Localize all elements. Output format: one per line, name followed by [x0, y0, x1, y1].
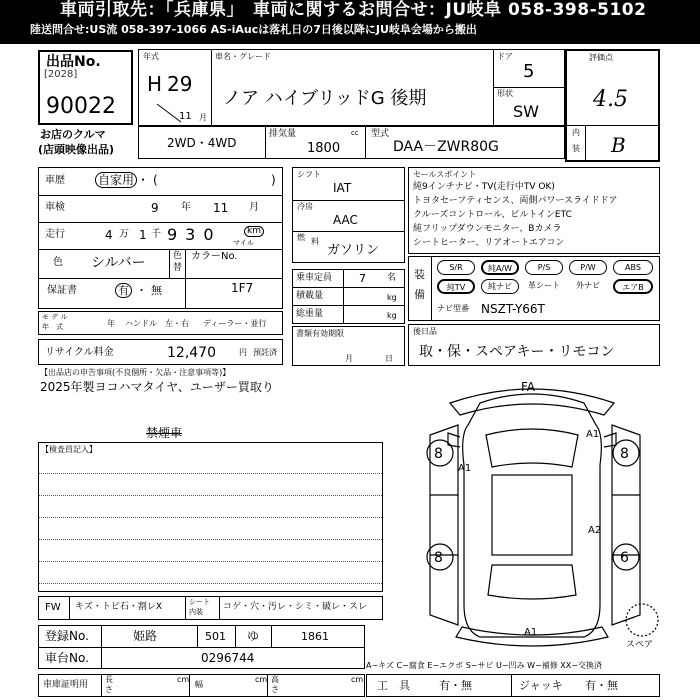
year-value: 29 [167, 72, 193, 96]
displacement-unit: cc [351, 129, 359, 137]
car-damage-diagram [400, 375, 670, 665]
equip-power-steering: P/S [525, 260, 563, 275]
capacity-table [292, 269, 405, 324]
mileage-sen-unit: 千 [151, 229, 161, 240]
inspection-label: 車検 [45, 202, 65, 213]
shop-line-1: お店のクルマ [40, 128, 106, 141]
ac-value: AAC [333, 213, 358, 227]
gross-label: 総重量 [296, 309, 324, 319]
size-height-unit: cm [351, 675, 364, 684]
displacement-label: 排気量 [269, 129, 297, 139]
capacity-label: 乗車定員 [296, 273, 333, 283]
model-year-row [38, 311, 283, 335]
diagram-label-a2: A2 [588, 525, 602, 536]
equip-power-window: P/W [569, 260, 607, 275]
mileage-man: 4 [105, 228, 113, 242]
doors-label: ドア [497, 52, 513, 61]
recycle-label: リサイクル料金 [45, 347, 114, 358]
header-line-2: 陸送問合せ:US流 058-397-1066 AS-iAucは落札日の7日後以降にJU岐阜会場から搬出 [30, 23, 477, 36]
jack-value: 有・無 [585, 679, 618, 692]
sales-point-line: 純フリップダウンモニター、Bカメラ [413, 224, 562, 234]
color-change-1: 色 [173, 251, 183, 261]
year-label: 年式 [143, 52, 159, 61]
header-line-1: 車両引取先：「兵庫県」 車両に関するお問合せ：JU岐阜 058-398-5102 [60, 0, 647, 20]
diagram-label-a1-bottom: A1 [524, 627, 538, 638]
seat-label-2: 内装 [189, 608, 203, 616]
mileage-man-unit: 万 [119, 229, 129, 240]
score-box [565, 49, 660, 162]
sales-point-line: トヨタセーフティセンス、両側パワースライドドア [413, 196, 618, 206]
equip-abs: ABS [613, 260, 653, 275]
manual-expiry-label: 書類有効期限 [296, 329, 344, 338]
color-code-label: カラーNo. [191, 251, 238, 262]
no-smoking-label: 禁煙車 [146, 426, 183, 440]
load-unit: kg [387, 293, 397, 302]
fw-label: FW [45, 602, 61, 613]
lot-box [38, 50, 133, 125]
tire-rear-left: 8 [434, 550, 443, 566]
registration-box [38, 625, 365, 669]
equipment-label-1: 装 [414, 268, 425, 281]
shape-value: SW [513, 102, 539, 121]
lot-number: 90022 [46, 94, 116, 119]
doors-value: 5 [523, 61, 535, 82]
model-label: 型式 [371, 129, 390, 139]
model-year-label-1: モ デ ル [42, 313, 68, 321]
chassis-value: 0296744 [201, 651, 255, 665]
color-change-2: 替 [173, 263, 183, 273]
mileage-label: 走行 [45, 229, 65, 240]
car-label: 車名・グレード [215, 52, 271, 61]
inspector-notes-box [38, 442, 383, 592]
recycle-value: 12,470 [167, 345, 216, 361]
navi-model-label: ナビ型番 [437, 304, 469, 313]
model-year-label-2: 年 式 [42, 323, 63, 331]
size-height-2: さ [271, 685, 279, 694]
ac-label: 冷房 [297, 202, 313, 211]
interior-label-1: 内 [572, 128, 580, 137]
size-label: 車庫証明用 [43, 680, 89, 690]
tire-front-left: 8 [434, 446, 443, 462]
warranty-label: 保証書 [47, 285, 77, 296]
recycle-row [38, 339, 283, 365]
diagram-spare-label: スペア [626, 640, 654, 650]
size-length-1: 長 [105, 675, 113, 684]
model-year-year: 年 [107, 319, 115, 328]
sales-point-line: クルーズコントロール、ビルトインETC [413, 210, 572, 220]
inspection-month: 11 [213, 201, 229, 215]
aftermarket-label: 後日品 [413, 327, 437, 336]
jack-label: ジャッキ [519, 679, 563, 692]
diagram-label-a1-right: A1 [586, 429, 600, 440]
left-info-table [38, 167, 283, 309]
manual-expiry-day: 日 [385, 354, 393, 363]
history-value: 自家用 ・ ( [95, 174, 158, 186]
sales-point-line: シートヒーター、リアオートエアコン [413, 238, 565, 248]
sales-point-line: 純9インチナビ・TV(走行中TV OK) [413, 182, 555, 192]
manual-expiry-month: 月 [345, 354, 353, 363]
shape-label: 形状 [497, 89, 513, 98]
tire-front-right: 8 [620, 446, 629, 462]
capacity-unit: 名 [387, 273, 397, 283]
aftermarket-value: 取・保・スペアキー・リモコン [419, 344, 615, 360]
tools-value: 有・無 [439, 679, 472, 692]
equip-navi: 純ナビ [481, 279, 519, 294]
registration-city: 姫路 [133, 629, 158, 643]
shift-ac-fuel-table [292, 167, 405, 263]
registration-class: 501 [205, 630, 226, 643]
header-bar [0, 0, 700, 44]
mileage-unit-km: km [244, 226, 264, 237]
mileage-sen: 1 [139, 228, 147, 242]
equip-tv: 純TV [437, 279, 475, 294]
model-year-dealer: ディーラー・並行 [203, 319, 267, 328]
diagram-label-fa: FA [521, 380, 536, 394]
tools-label: 工 具 [377, 679, 410, 692]
size-row [38, 674, 365, 697]
equipment-box [408, 256, 660, 321]
interior-label-2: 装 [572, 144, 580, 153]
gross-unit: kg [387, 311, 397, 320]
warranty-value: 有 ・ 無 [115, 285, 162, 296]
load-label: 積載量 [296, 291, 324, 301]
recycle-unit: 円 [239, 348, 247, 357]
exhibitor-notes-label: 【出品店の申告事項(不良個所・欠品・注意事項等)】 [40, 368, 231, 377]
car-name: ノア ハイブリッドG 後期 [223, 88, 427, 109]
capacity-value: 7 [359, 272, 366, 285]
chassis-label: 車台No. [45, 651, 89, 665]
score-label: 評価点 [589, 53, 613, 62]
manual-expiry-box [292, 326, 405, 366]
diagram-label-a1-left: A1 [458, 463, 472, 474]
damage-legend: A−キズ C−腐食 E−エクボ S−サビ U−凹み W−補修 XX−交換済 [366, 661, 602, 670]
registration-label: 登録No. [45, 629, 89, 643]
registration-kana: ゆ [247, 629, 260, 643]
equipment-label-2: 備 [414, 288, 425, 301]
color-code: 1F7 [231, 281, 254, 295]
sales-points-box [408, 167, 660, 254]
size-width-unit: cm [255, 675, 268, 684]
year-month: 11 [179, 111, 192, 122]
mileage-rest: 930 [167, 225, 222, 244]
equip-airbag: エアB [613, 279, 653, 294]
mileage-unit-mile: マイル [233, 239, 254, 247]
model-year-handle: ハンドル 左・右 [125, 319, 189, 328]
seat-label-1: シート [189, 598, 210, 606]
equip-sunroof: S/R [437, 260, 475, 275]
fuel-value: ガソリン [327, 243, 380, 258]
equip-ext-navi: 外ナビ [576, 281, 600, 290]
history-label: 車歴 [45, 175, 65, 186]
displacement-value: 1800 [307, 141, 341, 156]
size-length-2: さ [105, 685, 113, 694]
size-length-unit: cm [177, 675, 190, 684]
color-value: シルバー [91, 255, 146, 271]
aftermarket-box [408, 324, 660, 366]
registration-number: 1861 [301, 630, 329, 643]
inspection-year-unit: 年 [181, 202, 191, 213]
score-value: 4.5 [593, 87, 628, 112]
seat-text: コゲ・穴・汚レ・シミ・破レ・スレ [223, 602, 368, 612]
tire-rear-right: 6 [620, 550, 629, 566]
inspection-year: 9 [151, 201, 159, 215]
navi-model-value: NSZT-Y66T [481, 302, 545, 316]
lot-year-tag: [2028] [44, 69, 78, 80]
fw-text: キズ・トビ石・割レX [75, 602, 162, 612]
history-paren-close: ) [271, 173, 276, 187]
shift-value: IAT [333, 181, 352, 195]
size-height-1: 高 [271, 675, 279, 684]
year-month-unit: 月 [199, 113, 207, 122]
equip-alloy-wheel: 純A/W [481, 260, 519, 275]
size-width: 幅 [195, 680, 203, 689]
shop-line-2: (店頭映像出品) [38, 143, 115, 156]
inspection-month-unit: 月 [249, 202, 259, 213]
year-name-box [138, 49, 565, 126]
fw-row [38, 596, 383, 620]
fuel-label-1: 燃 [297, 233, 305, 242]
shift-label: シフト [297, 170, 321, 179]
color-label: 色 [53, 257, 63, 268]
inspector-notes-label: 【検査員記入】 [41, 445, 97, 454]
drive-value: 2WD・4WD [167, 136, 237, 150]
model-value: DAA－ZWR80G [393, 139, 499, 155]
interior-value: B [611, 133, 626, 157]
equip-leather: 革シート [528, 281, 560, 290]
year-era: H [147, 72, 163, 96]
fuel-label-2: 料 [311, 237, 319, 246]
sales-points-label: セールスポイント [413, 170, 477, 179]
tools-jack-row [366, 674, 660, 697]
recycle-note: 預託済 [253, 348, 277, 357]
lot-label: 出品No. [46, 54, 101, 70]
exhibitor-notes-line: 2025年製ヨコハマタイヤ、ユーザー買取り [40, 380, 274, 394]
drive-row [138, 126, 565, 159]
